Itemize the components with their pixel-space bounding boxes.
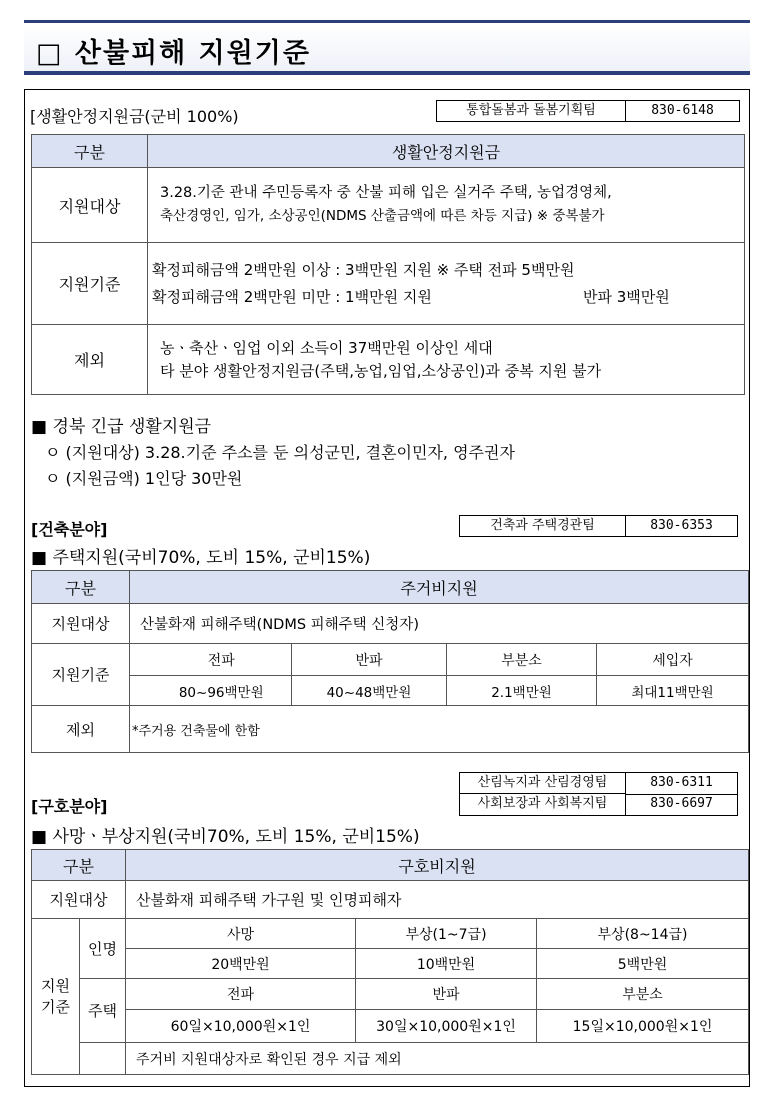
row-label-criteria (32, 919, 80, 1075)
people-header-injury-1-7: 부상(1~7급) (356, 919, 537, 949)
section4-field: [구호분야] (31, 797, 108, 816)
house-header-half: 반파 (356, 979, 537, 1010)
contact-dept-1: 산림녹지과 산림경영팀 (460, 773, 626, 794)
criteria-label-line-2: 기준 (41, 997, 70, 1016)
row-value-target (148, 168, 745, 243)
contact-dept: 건축과 주택경관팀 (460, 516, 626, 536)
header-bottom-rule (24, 71, 750, 75)
relief-support-table (31, 849, 749, 1075)
target-line-1: 3.28.기준 관내 주민등록자 중 산불 피해 입은 실거주 주택, 농업경영체, (160, 185, 612, 201)
house-note: 주거비 지원대상자로 확인된 경우 지급 제외 (126, 1043, 749, 1075)
people-label: 인명 (80, 919, 126, 979)
criteria-line-2-half: 반파 3백만원 (583, 287, 670, 306)
sub-header-partial: 부분소 (447, 644, 597, 676)
people-value-injury-8-14: 5백만원 (537, 949, 749, 979)
row-value-exclude: *주거용 건축물에 한함 (130, 706, 749, 753)
people-value-injury-1-7: 10백만원 (356, 949, 537, 979)
section3-heading: ■ 주택지원(국비70%, 도비 15%, 군비15%) (31, 548, 371, 568)
spacer-cell (80, 1043, 126, 1075)
section2-item-1: ㅇ (지원대상) 3.28.기준 주소를 둔 의성군민, 결혼이민자, 영주권자 (45, 443, 515, 462)
table-header-support: 생활안정지원금 (148, 135, 745, 168)
target-line-2: 축산경영인, 임가, 소상공인(NDMS 산출금액에 따른 차등 지급) ※ 중복불가 (160, 208, 605, 224)
house-value-partial: 15일×10,000원×1인 (537, 1010, 749, 1043)
sub-header-half: 반파 (292, 644, 447, 676)
row-value-target: 산불화재 피해주택(NDMS 피해주택 신청자) (130, 604, 749, 644)
row-label-criteria: 지원기준 (32, 644, 130, 706)
exclude-line-2: 타 분야 생활안정지원금(주택,농업,임업,소상공인)과 중복 지원 불가 (160, 361, 602, 380)
section4-contact-box (459, 772, 738, 816)
house-label: 주택 (80, 979, 126, 1043)
contact-dept-2: 사회보장과 사회복지팀 (460, 794, 626, 815)
criteria-label-line-1: 지원 (41, 976, 70, 995)
people-header-injury-8-14: 부상(8~14급) (537, 919, 749, 949)
row-label-exclude: 제외 (32, 706, 130, 753)
people-header-death: 사망 (126, 919, 356, 949)
contact-phone-1: 830-6311 (626, 773, 737, 795)
sub-header-tenant: 세입자 (597, 644, 749, 676)
house-header-full: 전파 (126, 979, 356, 1010)
section1-contact-box (436, 100, 740, 122)
section1-heading: [생활안정지원금(군비 100%) (30, 107, 239, 126)
table-header-category: 구분 (32, 571, 130, 604)
table-header-support: 주거비지원 (130, 571, 749, 604)
sub-value-tenant: 최대11백만원 (597, 676, 749, 706)
criteria-line-1: 확정피해금액 2백만원 이상 : 3백만원 지원 ※ 주택 전파 5백만원 (152, 260, 575, 279)
living-support-table (31, 134, 745, 395)
row-value-target: 산불화재 피해주택 가구원 및 인명피해자 (126, 881, 749, 919)
sub-header-full: 전파 (152, 644, 292, 676)
table-header-category: 구분 (32, 135, 148, 168)
contact-phone: 830-6148 (651, 103, 714, 118)
criteria-line-2-wrap (152, 284, 738, 311)
section3-contact-box (459, 515, 738, 537)
criteria-line-2: 확정피해금액 2백만원 미만 : 1백만원 지원 (152, 287, 432, 306)
row-label-target: 지원대상 (32, 604, 130, 644)
contact-phone: 830-6353 (650, 518, 713, 533)
row-value-exclude (148, 325, 745, 395)
house-value-full: 60일×10,000원×1인 (126, 1010, 356, 1043)
row-label-target: 지원대상 (32, 881, 126, 919)
sub-value-partial: 2.1백만원 (447, 676, 597, 706)
table-header-support: 구호비지원 (126, 850, 749, 881)
header-top-rule (24, 20, 750, 23)
section2-item-2: ㅇ (지원금액) 1인당 30만원 (45, 469, 243, 488)
section3-field: [건축분야] (31, 520, 108, 539)
sub-value-full: 80~96백만원 (152, 676, 292, 706)
spacer-cell (130, 644, 152, 676)
housing-support-table (31, 570, 749, 753)
section2-heading: ■ 경북 긴급 생활지원금 (31, 417, 212, 437)
contact-dept: 통합돌봄과 돌봄기획팀 (437, 101, 626, 121)
house-value-half: 30일×10,000원×1인 (356, 1010, 537, 1043)
table-header-category: 구분 (32, 850, 126, 881)
exclude-line-1: 농ㆍ축산ㆍ임업 이외 소득이 37백만원 이상인 세대 (160, 338, 493, 357)
row-label-criteria: 지원기준 (32, 243, 148, 325)
row-value-criteria (148, 243, 745, 325)
spacer-cell (130, 676, 152, 706)
page-title: □ 산불피해 지원기준 (36, 38, 311, 69)
people-value-death: 20백만원 (126, 949, 356, 979)
contact-phone-2: 830-6697 (650, 796, 713, 811)
sub-value-half: 40~48백만원 (292, 676, 447, 706)
section4-heading: ■ 사망ㆍ부상지원(국비70%, 도비 15%, 군비15%) (31, 827, 420, 847)
house-header-partial: 부분소 (537, 979, 749, 1010)
row-label-exclude: 제외 (32, 325, 148, 395)
row-label-target: 지원대상 (32, 168, 148, 243)
